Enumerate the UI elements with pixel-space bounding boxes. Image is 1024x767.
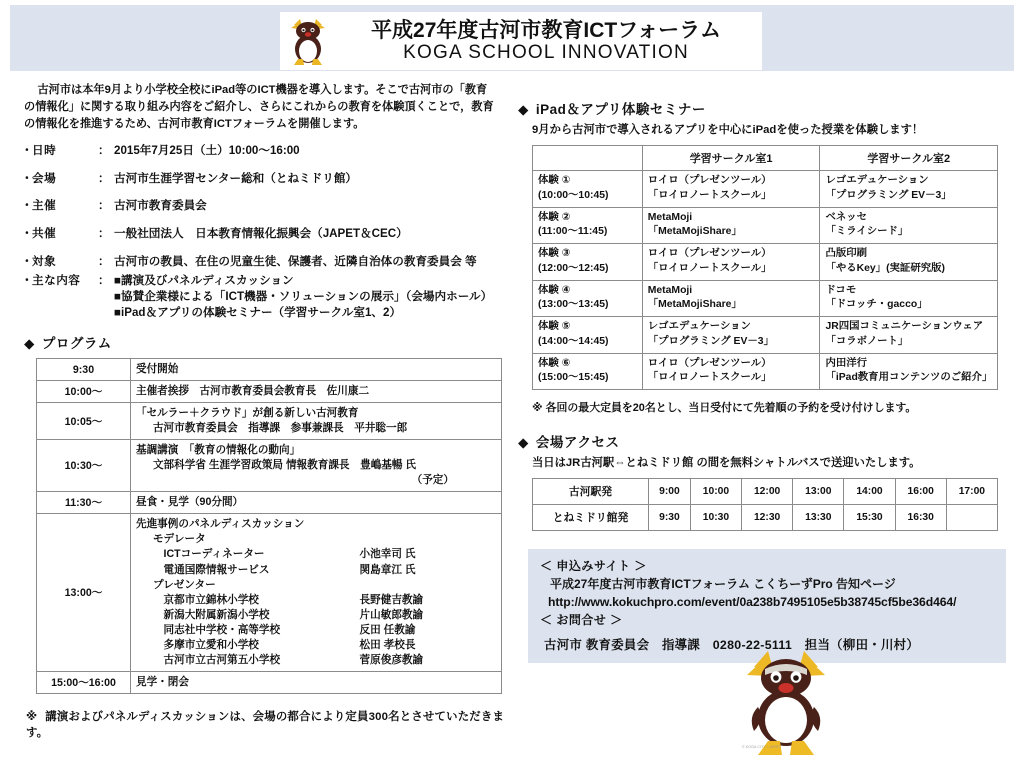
presenter-person: 片山敏郎教諭 — [359, 608, 424, 621]
apply-site-heading: ＜ 申込みサイト ＞ — [540, 559, 647, 574]
presenter-entry — [136, 593, 496, 608]
seminar-slot-no: 体験 ⑤ — [538, 321, 571, 333]
program-line: 文部科学省 生涯学習政策局 情報教育課長 豊嶋基暢 氏 — [152, 459, 417, 472]
presenter-org: 多摩市立愛和小学校 — [163, 638, 259, 651]
program-time: 13:00～ — [37, 514, 131, 671]
seminar-slot — [533, 207, 643, 244]
main-content-item: ■講演及びパネルディスカッション — [114, 274, 294, 288]
seminar-vendor: ロイロ（プレゼンツール） — [647, 357, 772, 369]
detail-label: 対象 — [32, 254, 57, 268]
seminar-col-room2: 学習サークル室2 — [820, 146, 998, 171]
detail-colon: ： — [98, 199, 110, 213]
bus-time: 12:00 — [742, 479, 793, 505]
bullet-dot-icon: ･ — [24, 254, 30, 268]
table-row — [533, 244, 998, 281]
table-row — [533, 171, 998, 208]
table-row — [37, 359, 502, 381]
seminar-vendor: ドコモ — [825, 284, 857, 296]
seminar-room1-cell — [642, 171, 820, 208]
program-time: 10:05～ — [37, 403, 131, 440]
bus-row-label: 古河駅発 — [533, 479, 649, 505]
program-body — [131, 403, 502, 440]
table-row — [533, 353, 998, 390]
seminar-vendor: MetaMoji — [647, 211, 693, 223]
seminar-room1-cell — [642, 207, 820, 244]
detail-colon: ： — [98, 226, 110, 240]
table-row — [533, 207, 998, 244]
table-row — [533, 479, 998, 505]
presenter-org: 新潟大附属新潟小学校 — [163, 608, 270, 621]
mascot-credit: © KOGA CITY / JAPET — [742, 745, 781, 749]
seminar-slot — [533, 317, 643, 354]
seminar-heading — [518, 98, 1014, 118]
main-content-item: ■協賛企業様による「ICT機器・ソリューションの展示」（会場内ホール） — [114, 289, 493, 303]
seminar-vendor: 内田洋行 — [825, 357, 868, 369]
detail-label: 主な内容 — [32, 274, 81, 288]
table-header-row — [533, 146, 998, 171]
seminar-vendor: ロイロ（プレゼンツール） — [647, 175, 772, 186]
seminar-heading-label: iPad＆アプリ体験セミナー — [535, 102, 706, 117]
table-row — [533, 317, 998, 354]
detail-row-main-content — [24, 273, 514, 320]
program-line: 「セルラー＋クラウド」が創る新しい古河教育 — [136, 407, 359, 420]
seminar-slot-time: (10:00～10:45) — [538, 189, 609, 201]
detail-value: 古河市教育委員会 — [114, 199, 207, 213]
koga-penguin-mascot-icon — [286, 15, 330, 67]
page-subtitle: KOGA SCHOOL INNOVATION — [403, 41, 689, 63]
seminar-product: 「iPad教育用コンテンツのご紹介」 — [825, 372, 993, 384]
access-heading-label: 会場アクセス — [535, 435, 620, 451]
seminar-note — [532, 399, 1014, 415]
detail-value: 2015年7月25日（土）10:00～16:00 — [114, 144, 300, 158]
diamond-bullet-icon: ◆ — [24, 336, 35, 352]
detail-label: 日時 — [32, 144, 57, 158]
seminar-slot-time: (11:00～11:45) — [538, 226, 608, 238]
bus-time: 13:00 — [793, 479, 844, 505]
seminar-subtitle: 9月から古河市で導入されるアプリを中心にiPadを使った授業を体験します！ — [532, 124, 924, 136]
seminar-slot-no: 体験 ② — [538, 211, 571, 223]
seminar-product: 「ロイロノートスクール」 — [647, 262, 772, 274]
seminar-slot-no: 体験 ③ — [538, 248, 571, 260]
seminar-slot — [533, 171, 643, 208]
program-footnote-text: 講演およびパネルディスカッションは、会場の都合により定員300名とさせていただきます。 — [26, 710, 505, 739]
detail-row-audience — [24, 254, 514, 270]
koga-penguin-mascot-icon — [738, 645, 834, 757]
program-body — [131, 440, 502, 492]
seminar-product: 「MetaMojiShare」 — [647, 299, 742, 311]
table-row-panel — [37, 514, 502, 671]
presenter-entry — [136, 653, 496, 668]
seminar-col-room1: 学習サークル室1 — [642, 146, 820, 171]
bus-time — [946, 505, 997, 531]
presenter-entry — [136, 638, 496, 653]
seminar-vendor: JR四国コミュニケーションウェア — [825, 321, 984, 333]
seminar-vendor: 凸版印刷 — [825, 248, 868, 260]
program-body: 見学・閉会 — [131, 671, 502, 693]
program-heading — [24, 332, 514, 352]
detail-colon: ： — [98, 254, 110, 268]
seminar-product: 「ロイロノートスクール」 — [647, 372, 772, 384]
seminar-slot — [533, 244, 643, 281]
bus-time: 10:00 — [690, 479, 741, 505]
bus-time: 10:30 — [690, 505, 741, 531]
program-line: 基調講演 「教育の情報化の動向」 — [136, 444, 301, 457]
bus-time: 15:30 — [844, 505, 895, 531]
presenter-person: 反田 任教諭 — [359, 623, 416, 636]
seminar-slot-no: 体験 ④ — [538, 284, 571, 296]
bus-time: 16:30 — [895, 505, 946, 531]
seminar-room2-cell — [820, 207, 998, 244]
seminar-room2-cell — [820, 280, 998, 317]
seminar-room2-cell — [820, 244, 998, 281]
seminar-slot-no: 体験 ⑥ — [538, 357, 571, 369]
seminar-slot-no: 体験 ① — [538, 175, 571, 186]
bullet-dot-icon: ･ — [24, 226, 30, 240]
bus-time: 14:00 — [844, 479, 895, 505]
detail-value: 一般社団法人 日本教育情報化振興会（JAPET＆CEC） — [114, 226, 408, 240]
detail-value: 古河市生涯学習センター総和（とねミドリ館） — [114, 171, 358, 185]
bullet-dot-icon: ･ — [24, 199, 30, 213]
seminar-product: 「ミライシード」 — [825, 226, 909, 238]
detail-label: 主催 — [32, 199, 57, 213]
presenter-entry — [136, 608, 496, 623]
seminar-slot-time: (14:00～14:45) — [538, 335, 609, 347]
apply-site-line: 平成27年度古河市教育ICTフォーラム こくちーずPro 告知ページ — [550, 577, 896, 592]
program-body-panel — [131, 514, 502, 671]
bullet-dot-icon: ･ — [24, 144, 30, 158]
diamond-bullet-icon: ◆ — [518, 435, 529, 451]
seminar-slot — [533, 280, 643, 317]
seminar-slot — [533, 353, 643, 390]
table-row — [533, 280, 998, 317]
table-row — [37, 671, 502, 693]
presenter-entry — [136, 623, 496, 638]
seminar-room2-cell — [820, 171, 998, 208]
bullet-dot-icon: ･ — [24, 171, 30, 185]
program-line: 古河市教育委員会 指導課 参事兼課長 平井聡一郎 — [152, 422, 408, 435]
seminar-vendor: ベネッセ — [825, 211, 868, 223]
moderator-label: モデレータ — [152, 533, 206, 546]
bus-time: 12:30 — [742, 505, 793, 531]
program-time: 15:00～16:00 — [37, 671, 131, 693]
detail-row-coorganizer — [24, 226, 514, 242]
seminar-product: 「コラボノート」 — [825, 335, 909, 347]
header-band — [10, 5, 1014, 71]
diamond-bullet-icon: ◆ — [518, 102, 529, 117]
detail-row-datetime — [24, 143, 514, 159]
presenter-label: プレゼンター — [152, 578, 216, 591]
seminar-vendor: レゴエデュケーション — [825, 175, 929, 186]
program-body: 昼食・見学（90分間） — [131, 492, 502, 514]
event-details-list — [24, 143, 514, 320]
table-row — [533, 505, 998, 531]
seminar-product: 「ドコッチ・gacco」 — [825, 299, 928, 311]
title-box — [280, 12, 762, 70]
bus-time: 9:30 — [649, 505, 691, 531]
shuttle-bus-table — [532, 478, 998, 531]
seminar-table — [532, 145, 998, 390]
program-line-tentative: （予定） — [411, 474, 454, 487]
seminar-product: 「プログラミング EV－3」 — [647, 335, 774, 347]
table-row — [37, 403, 502, 440]
moderator-person: 小池幸司 氏 — [359, 548, 416, 561]
detail-value — [114, 273, 514, 320]
seminar-product: 「プログラミング EV－3」 — [825, 189, 952, 201]
seminar-vendor: レゴエデュケーション — [647, 321, 751, 333]
table-row — [37, 381, 502, 403]
seminar-room1-cell — [642, 317, 820, 354]
bus-time: 17:00 — [946, 479, 997, 505]
program-body: 主催者挨拶 古河市教育委員会教育長 佐川康二 — [131, 381, 502, 403]
seminar-room2-cell — [820, 317, 998, 354]
seminar-vendor: MetaMoji — [647, 284, 693, 296]
detail-label: 会場 — [32, 171, 57, 185]
bus-time: 9:00 — [649, 479, 691, 505]
program-time: 10:30～ — [37, 440, 131, 492]
seminar-col-blank — [533, 146, 643, 171]
seminar-room1-cell — [642, 353, 820, 390]
presenter-org: 同志社中学校・高等学校 — [163, 623, 281, 636]
program-footnote — [26, 708, 514, 740]
program-heading-label: プログラム — [41, 336, 112, 352]
seminar-vendor: ロイロ（プレゼンツール） — [647, 248, 772, 260]
moderator-entry — [136, 563, 496, 578]
seminar-product: 「やるKey」(実証研究版) — [825, 262, 945, 274]
program-time: 9:30 — [37, 359, 131, 381]
apply-site-url[interactable]: http://www.kokuchpro.com/event/0a238b7495105e5b38745cf5be36d464/ — [548, 594, 957, 609]
presenter-person: 長野健吉教諭 — [359, 593, 424, 606]
bullet-dot-icon: ･ — [24, 274, 30, 288]
detail-colon: ： — [98, 144, 110, 158]
seminar-note-text: 各回の最大定員を20名とし、当日受付にて先着順の予約を受け付けします。 — [545, 402, 917, 415]
seminar-product: 「ロイロノートスクール」 — [647, 189, 772, 201]
seminar-room1-cell — [642, 280, 820, 317]
detail-label: 共催 — [32, 226, 57, 240]
left-column — [24, 82, 514, 740]
contact-heading: ＜ お問合せ ＞ — [540, 613, 623, 628]
program-time: 10:00～ — [37, 381, 131, 403]
presenter-person: 菅原俊彦教諭 — [359, 653, 424, 666]
detail-colon: ： — [98, 274, 110, 288]
intro-paragraph: 古河市は本年9月より小学校全校にiPad等のICT機器を導入します。そこで古河市の「教育の情報化」に関する取り組み内容をご紹介し、さらにこれからの教育を体験頂くことで，教育の情報化を推進するため、古河市教育ICTフォーラムを開催します。 — [24, 84, 494, 131]
note-mark-icon: ※ — [532, 402, 543, 415]
seminar-room2-cell — [820, 353, 998, 390]
seminar-product: 「MetaMojiShare」 — [647, 226, 742, 238]
bus-time: 13:30 — [793, 505, 844, 531]
detail-row-venue — [24, 171, 514, 187]
note-mark-icon: ※ — [26, 710, 38, 723]
bus-time: 16:00 — [895, 479, 946, 505]
seminar-slot-time: (15:00～15:45) — [538, 372, 609, 384]
contact-line: 古河市 教育委員会 指導課 0280-22-5111 担当（柳田・川村） — [544, 638, 920, 653]
moderator-person: 関島章江 氏 — [359, 563, 416, 576]
table-row — [37, 440, 502, 492]
presenter-person: 松田 孝校長 — [359, 638, 416, 651]
panel-title: 先進事例のパネルディスカッション — [136, 518, 305, 531]
bus-row-label: とねミドリ館発 — [533, 505, 649, 531]
detail-value: 古河市の教員、在住の児童生徒、保護者、近隣自治体の教育委員会 等 — [114, 254, 477, 268]
access-subtitle: 当日はJR古河駅⇔とねミドリ館 の間を無料シャトルバスで送迎いたします。 — [532, 457, 921, 470]
access-heading — [518, 431, 1014, 451]
presenter-org: 京都市立錦林小学校 — [163, 593, 259, 606]
seminar-slot-time: (12:00～12:45) — [538, 262, 609, 274]
presenter-org: 古河市立古河第五小学校 — [163, 653, 281, 666]
main-content-item: ■iPad＆アプリの体験セミナー（学習サークル室1、2） — [114, 305, 402, 319]
moderator-entry — [136, 547, 496, 562]
detail-row-organizer — [24, 198, 514, 214]
seminar-slot-time: (13:00～13:45) — [538, 299, 609, 311]
table-row — [37, 492, 502, 514]
moderator-org: ICTコーディネーター — [163, 548, 265, 561]
right-column — [518, 88, 1014, 663]
moderator-org: 電通国際情報サービス — [163, 563, 270, 576]
program-body: 受付開始 — [131, 359, 502, 381]
program-table — [36, 358, 502, 694]
program-time: 11:30～ — [37, 492, 131, 514]
detail-colon: ： — [98, 171, 110, 185]
seminar-room1-cell — [642, 244, 820, 281]
page-title: 平成27年度古河市教育ICTフォーラム — [371, 18, 721, 42]
